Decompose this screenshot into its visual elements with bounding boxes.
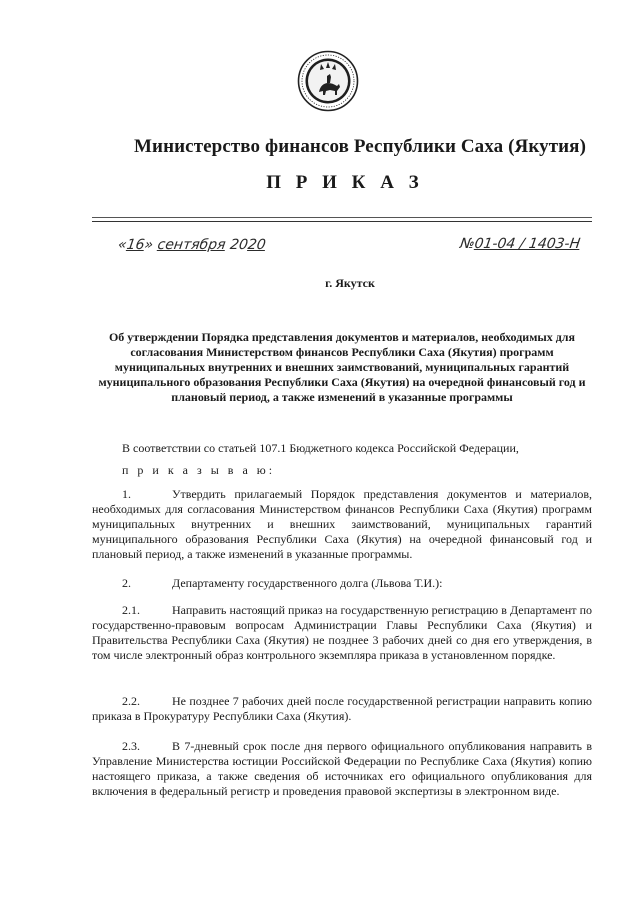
number-value: 01-04 / 1403-Н	[473, 236, 582, 252]
ministry-name: Министерство финансов Республики Саха (Якутия)	[133, 136, 586, 157]
item-text: Не позднее 7 рабочих дней после государственной регистрации направить копию приказа в Прокуратуру Республики Саха (Якутия).	[92, 694, 592, 723]
order-word: п р и к а з ы в а ю:	[122, 463, 276, 477]
item-2-3	[92, 739, 592, 799]
item-number: 2.2.	[122, 694, 140, 708]
number-prefix: №	[458, 236, 476, 252]
date-month: сентября	[156, 237, 227, 253]
item-number: 1.	[122, 487, 131, 501]
item-text: В 7-дневный срок после дня первого официального опубликования направить в Управление Министерства юстиции Российской Федерации по Республике Саха (Якутия) копию настоящего приказа, а также сведения об источниках его официального опубликования для включения в федеральный регистр и проведения правовой экспертизы в электронном виде.	[92, 739, 592, 798]
item-number: 2.3.	[122, 739, 140, 753]
divider-line	[92, 221, 592, 222]
item-2-1	[92, 603, 592, 663]
date-year: 20	[246, 237, 267, 253]
order-number	[459, 236, 581, 252]
order-subject: Об утверждении Порядка представления документов и материалов, необходимых для согласования Министерством финансов Республики Саха (Якутия) программ муниципальных внутренних и внешних заимствований, муниципальных гарантий муниципального образования Республики Саха (Якутия) на очередной финансовый год и плановый период, а также изменений в указанные программы	[98, 330, 586, 404]
coat-of-arms-icon	[297, 50, 359, 112]
item-2	[92, 576, 592, 591]
document-type-title: П Р И К А З	[266, 172, 424, 193]
item-2-2	[92, 694, 592, 724]
order-date: «16» сентября 2020	[116, 237, 267, 253]
date-year-prefix: 20	[228, 237, 249, 253]
item-1	[92, 487, 592, 562]
item-text: Направить настоящий приказ на государственную регистрацию в Департамент по государственно-правовым вопросам Администрации Главы Республики Саха (Якутия) и Правительства Республики Саха (Якутия) не позднее 3 рабочих дней со дня его утверждения, в том числе электронный образ контрольного экземпляра приказа в установленном порядке.	[92, 603, 592, 662]
date-day: 16	[125, 237, 146, 253]
item-text: Утвердить прилагаемый Порядок представления документов и материалов, необходимых для согласования Министерством финансов Республики Саха (Якутия) программ муниципальных внутренних и внешних заимствований, муниципальных гарантий муниципального образования Республики Саха (Якутия) на очередной финансовый год и плановый период, а также изменений в указанные программы.	[92, 487, 592, 561]
item-number: 2.	[122, 576, 131, 590]
preamble: В соответствии со статьей 107.1 Бюджетного кодекса Российской Федерации,	[122, 441, 519, 455]
item-text: Департаменту государственного долга (Львова Т.И.):	[172, 576, 443, 590]
item-number: 2.1.	[122, 603, 140, 617]
divider-line	[92, 217, 592, 218]
city: г. Якутск	[325, 276, 375, 290]
